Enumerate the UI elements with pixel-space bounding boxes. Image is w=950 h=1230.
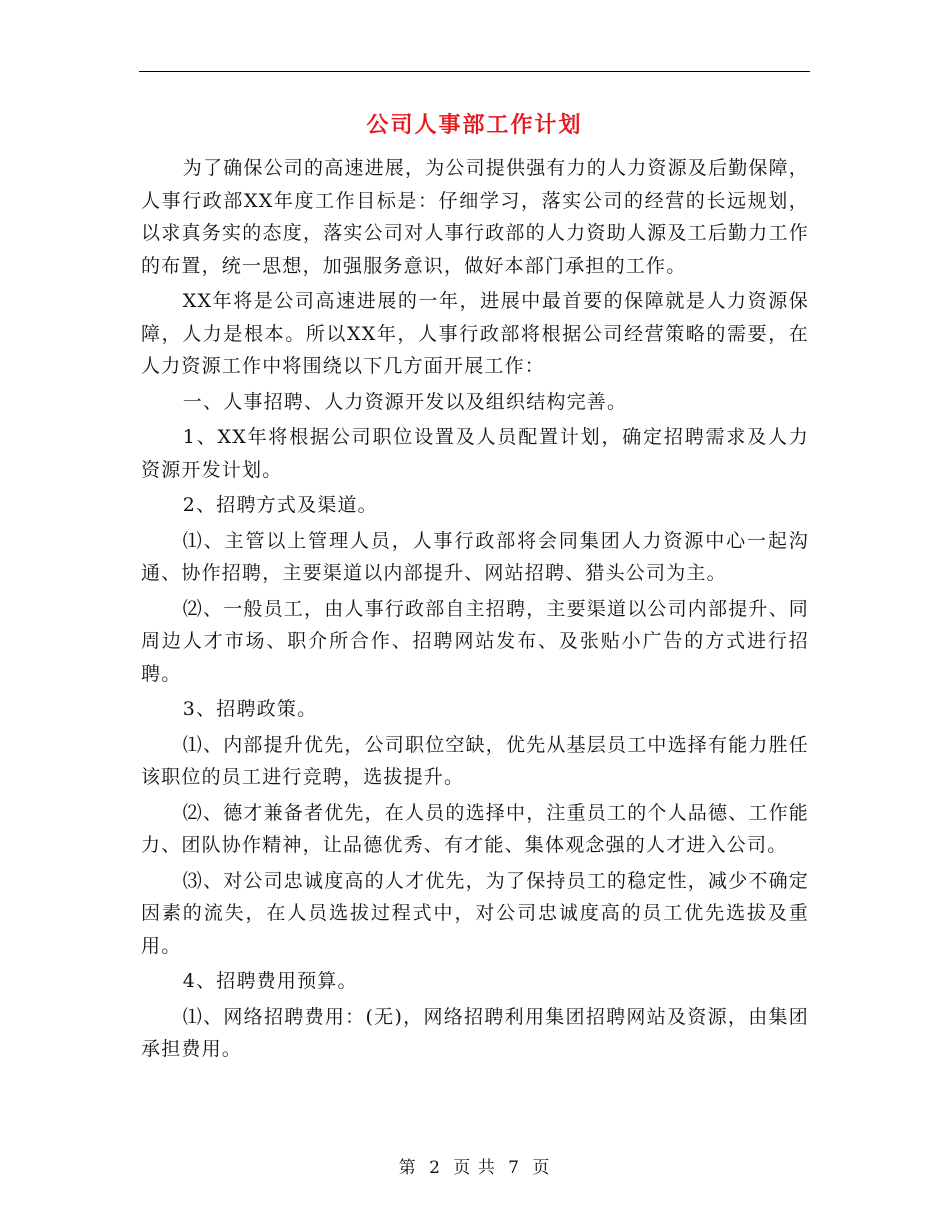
footer-suffix: 页 — [532, 1158, 551, 1178]
paragraph-6: ⑴、主管以上管理人员，人事行政部将会同集团人力资源中心一起沟通、协作招聘，主要渠道以内部提升、网站招聘、猎头公司为主。 — [141, 529, 809, 584]
paragraph-11: ⑶、对公司忠诚度高的人才优先，为了保持员工的稳定性，减少不确定因素的流失，在人员选拔过程式中，对公司忠诚度高的员工优先选拔及重用。 — [141, 869, 809, 957]
page-footer — [139, 1153, 810, 1178]
document-body — [141, 152, 809, 1069]
footer-prefix: 第 — [398, 1158, 417, 1178]
footer-middle: 页 共 — [453, 1158, 496, 1178]
paragraph-13: ⑴、网络招聘费用：(无)，网络招聘利用集团招聘网站及资源，由集团承担费用。 — [141, 1005, 809, 1060]
paragraph-5: 2、招聘方式及渠道。 — [182, 494, 378, 516]
paragraph-1: 为了确保公司的高速进展，为公司提供强有力的人力资源及后勤保障，人事行政部XX年度工作目标是：仔细学习，落实公司的经营的长远规划，以求真务实的态度，落实公司对人事行政部的人力资助人源及工后勤力工作的布置，统一思想，加强服务意识，做好本部门承担的工作。 — [141, 157, 809, 277]
paragraph-9: ⑴、内部提升优先，公司职位空缺，优先从基层员工中选择有能力胜任该职位的员工进行竞聘，选拔提升。 — [141, 733, 809, 788]
paragraph-3: 一、人事招聘、人力资源开发以及组织结构完善。 — [182, 390, 628, 413]
paragraph-12: 4、招聘费用预算。 — [182, 970, 358, 992]
paragraph-4: 1、XX年将根据公司职位设置及人员配置计划，确定招聘需求及人力资源开发计划。 — [141, 426, 809, 481]
footer-current-page: 2 — [429, 1158, 441, 1178]
document-title: 公司人事部工作计划 — [366, 112, 583, 138]
paragraph-8: 3、招聘政策。 — [182, 698, 318, 720]
paragraph-2: XX年将是公司高速进展的一年，进展中最首要的保障就是人力资源保障，人力是根本。所以XX年，人事行政部将根据公司经营策略的需要，在人力资源工作中将围绕以下几方面开展工作： — [141, 290, 809, 377]
paragraph-10: ⑵、德才兼备者优先，在人员的选择中，注重员工的个人品德、工作能力、团队协作精神，让品德优秀、有才能、集体观念强的人才进入公司。 — [141, 801, 809, 856]
footer-total-pages: 7 — [508, 1158, 520, 1178]
header-rule — [139, 71, 810, 72]
paragraph-7: ⑵、一般员工，由人事行政部自主招聘，主要渠道以公司内部提升、同周边人才市场、职介所合作、招聘网站发布、及张贴小广告的方式进行招聘。 — [141, 597, 809, 685]
